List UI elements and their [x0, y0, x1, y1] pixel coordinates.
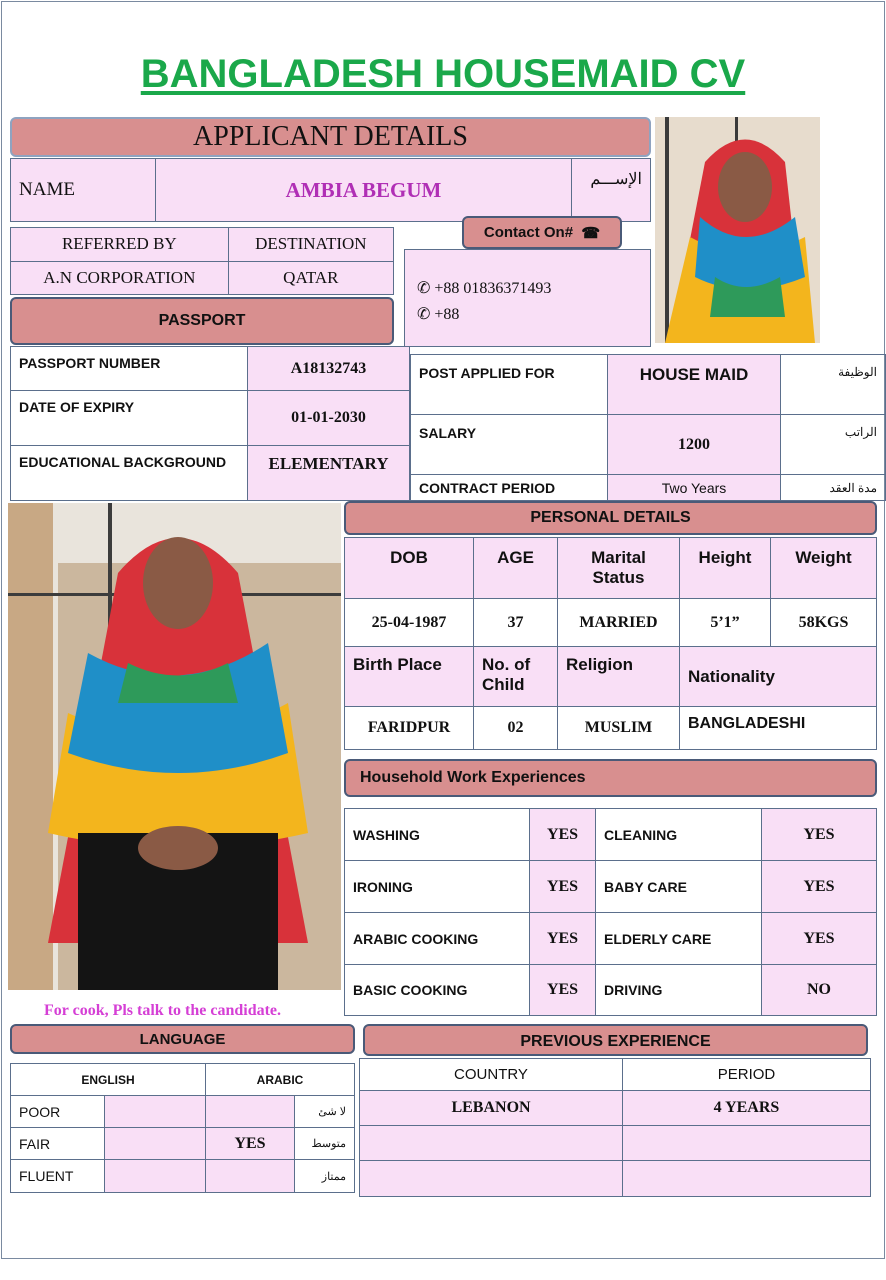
experience-row: [360, 1126, 871, 1161]
level-label-arabic: متوسط: [295, 1128, 355, 1160]
contract-value: Two Years: [608, 475, 781, 501]
country-value: [360, 1126, 623, 1161]
destination-value: QATAR: [228, 261, 393, 295]
phone-icon: ☎: [581, 224, 601, 242]
religion-value: MUSLIM: [558, 707, 680, 750]
level-label: POOR: [11, 1096, 105, 1128]
nationality-label: Nationality: [680, 647, 877, 707]
destination-label: DESTINATION: [228, 228, 393, 262]
skill-label: BABY CARE: [596, 861, 762, 913]
skill-value: NO: [762, 965, 877, 1016]
passport-expiry-value: 01-01-2030: [248, 391, 410, 446]
salary-value: 1200: [608, 415, 781, 475]
marital-label: Marital Status: [558, 538, 680, 599]
passport-table: [10, 346, 410, 501]
household-row: [345, 913, 877, 965]
previous-experience-table: [359, 1058, 871, 1197]
period-value: [623, 1161, 871, 1197]
salary-label-arabic: الراتب: [781, 415, 886, 475]
religion-label: Religion: [558, 647, 680, 707]
level-label: FAIR: [11, 1128, 105, 1160]
language-header: LANGUAGE: [10, 1024, 355, 1054]
salary-label: SALARY: [411, 415, 608, 475]
skill-value: YES: [762, 809, 877, 861]
weight-label: Weight: [771, 538, 877, 599]
page-title: BANGLADESH HOUSEMAID CV: [140, 52, 746, 96]
arabic-header: ARABIC: [206, 1064, 355, 1096]
contact-header: Contact On# ☎: [462, 216, 622, 249]
applicant-details-header: APPLICANT DETAILS: [10, 117, 651, 157]
passport-number-label: PASSPORT NUMBER: [11, 347, 248, 391]
referred-by-value: A.N CORPORATION: [11, 261, 229, 295]
skill-label: ELDERLY CARE: [596, 913, 762, 965]
nationality-value: BANGLADESHI: [680, 707, 877, 750]
contract-label-arabic: مدة العقد: [781, 475, 886, 501]
birthplace-label: Birth Place: [345, 647, 474, 707]
skill-label: WASHING: [345, 809, 530, 861]
post-table: [410, 354, 886, 501]
arabic-level-value: [206, 1096, 295, 1128]
period-value: [623, 1126, 871, 1161]
dob-value: 25-04-1987: [345, 599, 474, 647]
skill-label: CLEANING: [596, 809, 762, 861]
phone-number: +88: [434, 306, 460, 323]
applicant-photo-portrait: [655, 117, 820, 343]
english-level-value: [105, 1096, 206, 1128]
contract-label: CONTRACT PERIOD: [411, 475, 608, 501]
mobile-icon: ✆: [417, 306, 431, 323]
referred-by-label: REFERRED BY: [11, 228, 229, 262]
education-value: ELEMENTARY: [248, 446, 410, 501]
personal-details-header: PERSONAL DETAILS: [344, 501, 877, 535]
skill-value: YES: [530, 913, 596, 965]
level-label: FLUENT: [11, 1160, 105, 1193]
skill-value: YES: [762, 913, 877, 965]
skill-label: DRIVING: [596, 965, 762, 1016]
english-level-value: [105, 1160, 206, 1193]
skill-value: YES: [530, 861, 596, 913]
applicant-name: AMBIA BEGUM: [156, 159, 572, 222]
previous-experience-header: PREVIOUS EXPERIENCE: [363, 1024, 868, 1056]
children-value: 02: [474, 707, 558, 750]
dob-label: DOB: [345, 538, 474, 599]
cook-note: For cook, Pls talk to the candidate.: [44, 1002, 282, 1019]
english-level-value: [105, 1128, 206, 1160]
name-table: [10, 158, 651, 222]
name-label-arabic: الإســـم: [572, 159, 651, 222]
contact-box: [404, 249, 651, 347]
phone-line: [417, 302, 650, 328]
arabic-level-value: [206, 1160, 295, 1193]
skill-label: IRONING: [345, 861, 530, 913]
post-label: POST APPLIED FOR: [411, 355, 608, 415]
level-label-arabic: ممتاز: [295, 1160, 355, 1193]
household-row: [345, 809, 877, 861]
skill-label: ARABIC COOKING: [345, 913, 530, 965]
language-table: [10, 1063, 355, 1193]
passport-expiry-label: DATE OF EXPIRY: [11, 391, 248, 446]
height-label: Height: [680, 538, 771, 599]
country-value: LEBANON: [360, 1091, 623, 1126]
passport-number-value: A18132743: [248, 347, 410, 391]
household-row: [345, 861, 877, 913]
children-label: No. of Child: [474, 647, 558, 707]
skill-value: YES: [762, 861, 877, 913]
name-label: NAME: [11, 159, 156, 222]
mobile-icon: ✆: [417, 280, 431, 297]
skill-label: BASIC COOKING: [345, 965, 530, 1016]
experience-row: [360, 1161, 871, 1197]
country-header: COUNTRY: [360, 1059, 623, 1091]
skill-value: YES: [530, 809, 596, 861]
birthplace-value: FARIDPUR: [345, 707, 474, 750]
post-label-arabic: الوظيفة: [781, 355, 886, 415]
age-value: 37: [474, 599, 558, 647]
skill-value: YES: [530, 965, 596, 1016]
applicant-photo-full: [8, 503, 341, 990]
english-header: ENGLISH: [11, 1064, 206, 1096]
weight-value: 58KGS: [771, 599, 877, 647]
household-header: Household Work Experiences: [344, 759, 877, 797]
language-row: [11, 1128, 355, 1160]
full-body-illustration: [8, 503, 341, 990]
household-table: [344, 808, 877, 1016]
arabic-level-value: YES: [206, 1128, 295, 1160]
height-value: 5’1”: [680, 599, 771, 647]
language-row: [11, 1096, 355, 1128]
period-value: 4 YEARS: [623, 1091, 871, 1126]
post-value: HOUSE MAID: [608, 355, 781, 415]
portrait-illustration: [655, 117, 820, 343]
passport-header: PASSPORT: [10, 297, 394, 345]
age-label: AGE: [474, 538, 558, 599]
referral-table: [10, 227, 394, 295]
experience-row: [360, 1091, 871, 1126]
language-row: [11, 1160, 355, 1193]
phone-number: +88 01836371493: [434, 280, 552, 297]
level-label-arabic: لا شئ: [295, 1096, 355, 1128]
country-value: [360, 1161, 623, 1197]
period-header: PERIOD: [623, 1059, 871, 1091]
marital-value: MARRIED: [558, 599, 680, 647]
education-label: EDUCATIONAL BACKGROUND: [11, 446, 248, 501]
phone-line: [417, 276, 650, 302]
household-row: [345, 965, 877, 1016]
personal-table: [344, 537, 877, 750]
